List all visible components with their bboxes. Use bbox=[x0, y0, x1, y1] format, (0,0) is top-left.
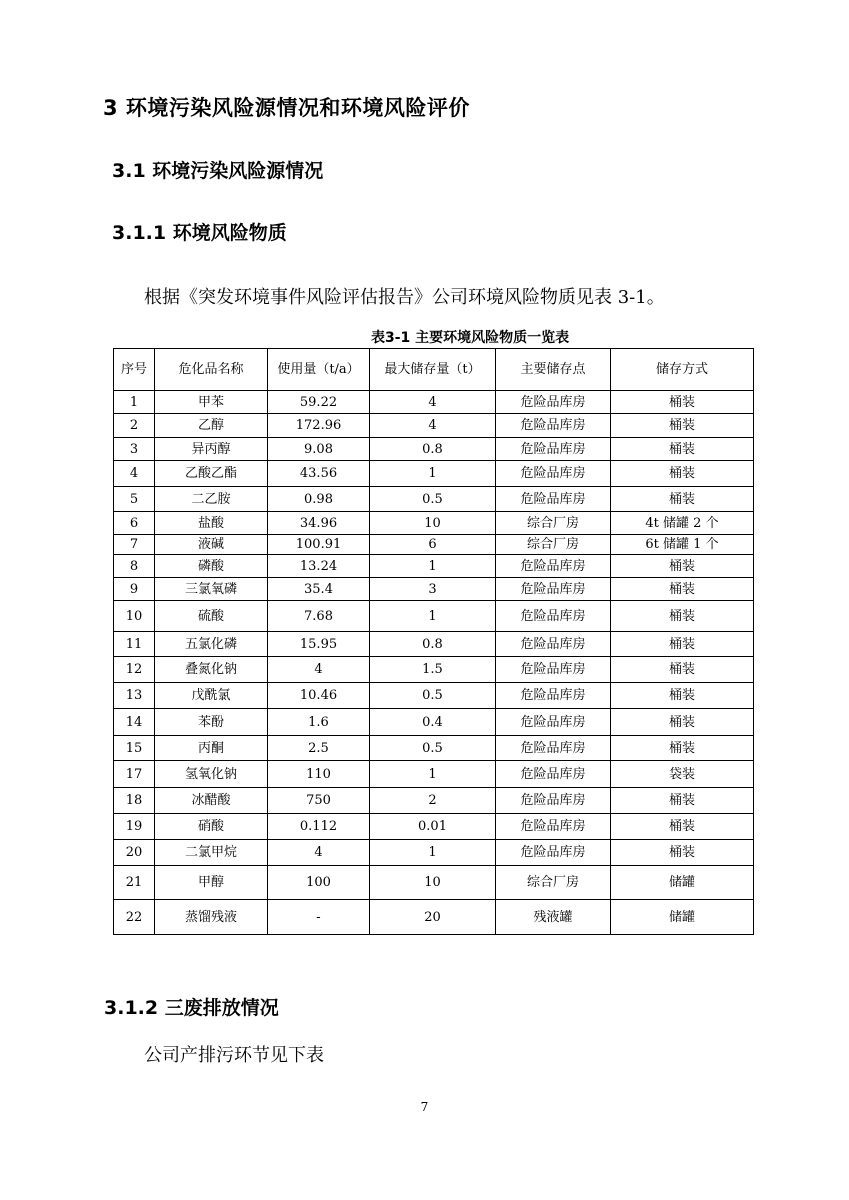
table-cell: 硝酸 bbox=[155, 814, 268, 840]
table-cell: 综合厂房 bbox=[496, 512, 611, 535]
outro-paragraph: 公司产排污环节见下表 bbox=[144, 1045, 324, 1066]
table-cell: 危险品库房 bbox=[496, 814, 611, 840]
table-cell: 0.112 bbox=[268, 814, 370, 840]
section-heading-3-1-2: 3.1.2 三废排放情况 bbox=[104, 997, 279, 1019]
table-cell: 21 bbox=[114, 866, 155, 900]
header-cell: 序号 bbox=[114, 349, 155, 391]
table-cell: 10.46 bbox=[268, 683, 370, 709]
table-row bbox=[114, 414, 754, 438]
table-cell: 9.08 bbox=[268, 438, 370, 461]
table-row bbox=[114, 709, 754, 736]
table-cell: 危险品库房 bbox=[496, 438, 611, 461]
table-row bbox=[114, 632, 754, 657]
table-cell: 桶装 bbox=[611, 461, 754, 487]
table-cell: 35.4 bbox=[268, 578, 370, 601]
table-cell: 1 bbox=[370, 461, 496, 487]
table-cell: 桶装 bbox=[611, 555, 754, 578]
table-cell: 0.8 bbox=[370, 438, 496, 461]
header-cell: 储存方式 bbox=[611, 349, 754, 391]
table-cell: 20 bbox=[114, 840, 155, 866]
table-cell: 1 bbox=[370, 761, 496, 788]
table-cell: 1.6 bbox=[268, 709, 370, 736]
table-row bbox=[114, 761, 754, 788]
table-cell: 桶装 bbox=[611, 657, 754, 683]
table-cell: 15 bbox=[114, 736, 155, 761]
table-cell: 100.91 bbox=[268, 535, 370, 555]
table-cell: 3 bbox=[370, 578, 496, 601]
risk-substances-table bbox=[113, 348, 754, 935]
table-cell: 9 bbox=[114, 578, 155, 601]
table-cell: 戊酰氯 bbox=[155, 683, 268, 709]
table-cell: 8 bbox=[114, 555, 155, 578]
table-row bbox=[114, 391, 754, 414]
table-cell: 异丙醇 bbox=[155, 438, 268, 461]
table-cell: 4 bbox=[268, 840, 370, 866]
table-cell: 7.68 bbox=[268, 601, 370, 632]
table-cell: 氢氧化钠 bbox=[155, 761, 268, 788]
table-row bbox=[114, 555, 754, 578]
table-cell: 苯酚 bbox=[155, 709, 268, 736]
table-cell: 19 bbox=[114, 814, 155, 840]
table-cell: 100 bbox=[268, 866, 370, 900]
table-cell: 乙醇 bbox=[155, 414, 268, 438]
table-cell: 桶装 bbox=[611, 632, 754, 657]
table-cell: 蒸馏残液 bbox=[155, 900, 268, 935]
table-cell: 危险品库房 bbox=[496, 487, 611, 512]
intro-paragraph: 根据《突发环境事件风险评估报告》公司环境风险物质见表 3-1。 bbox=[144, 287, 665, 308]
table-row bbox=[114, 840, 754, 866]
table-cell: 桶装 bbox=[611, 683, 754, 709]
table-row bbox=[114, 814, 754, 840]
table-cell: 危险品库房 bbox=[496, 788, 611, 814]
table-cell: 液碱 bbox=[155, 535, 268, 555]
table-cell: 甲醇 bbox=[155, 866, 268, 900]
table-cell: 0.98 bbox=[268, 487, 370, 512]
table-cell: 危险品库房 bbox=[496, 461, 611, 487]
table-cell: 1 bbox=[370, 555, 496, 578]
table-cell: 残液罐 bbox=[496, 900, 611, 935]
table-cell: 储罐 bbox=[611, 866, 754, 900]
header-cell: 最大储存量（t） bbox=[370, 349, 496, 391]
header-cell: 使用量（t/a） bbox=[268, 349, 370, 391]
table-cell: 危险品库房 bbox=[496, 632, 611, 657]
table-row bbox=[114, 461, 754, 487]
table-row bbox=[114, 866, 754, 900]
table-cell: 危险品库房 bbox=[496, 578, 611, 601]
table-row bbox=[114, 736, 754, 761]
table-cell: 15.95 bbox=[268, 632, 370, 657]
table-cell: 11 bbox=[114, 632, 155, 657]
table-cell: 0.5 bbox=[370, 683, 496, 709]
table-cell: 1 bbox=[370, 601, 496, 632]
table-cell: 6 bbox=[114, 512, 155, 535]
table-cell: 危险品库房 bbox=[496, 736, 611, 761]
table-row bbox=[114, 578, 754, 601]
table-cell: 二氯甲烷 bbox=[155, 840, 268, 866]
table-cell: 10 bbox=[370, 866, 496, 900]
table-row bbox=[114, 487, 754, 512]
table-cell: 20 bbox=[370, 900, 496, 935]
table-cell: 18 bbox=[114, 788, 155, 814]
table-cell: 0.5 bbox=[370, 487, 496, 512]
table-cell: 4t 储罐 2 个 bbox=[611, 512, 754, 535]
table-cell: 甲苯 bbox=[155, 391, 268, 414]
table-cell: 桶装 bbox=[611, 814, 754, 840]
table-cell: 1 bbox=[114, 391, 155, 414]
table-cell: 二乙胺 bbox=[155, 487, 268, 512]
table-cell: 22 bbox=[114, 900, 155, 935]
table-cell: 桶装 bbox=[611, 438, 754, 461]
table-cell: 43.56 bbox=[268, 461, 370, 487]
table-cell: 10 bbox=[370, 512, 496, 535]
table-row bbox=[114, 900, 754, 935]
table-cell: 0.01 bbox=[370, 814, 496, 840]
table-cell: 综合厂房 bbox=[496, 535, 611, 555]
section-heading-3-1: 3.1 环境污染风险源情况 bbox=[112, 160, 324, 182]
table-cell: 750 bbox=[268, 788, 370, 814]
table-cell: 14 bbox=[114, 709, 155, 736]
table-caption: 表3-1 主要环境风险物质一览表 bbox=[371, 330, 570, 346]
table-cell: 34.96 bbox=[268, 512, 370, 535]
header-cell: 危化品名称 bbox=[155, 349, 268, 391]
table-cell: 172.96 bbox=[268, 414, 370, 438]
table-cell: 三氯氧磷 bbox=[155, 578, 268, 601]
table-cell: 储罐 bbox=[611, 900, 754, 935]
table-cell: 危险品库房 bbox=[496, 761, 611, 788]
table-cell: 桶装 bbox=[611, 391, 754, 414]
table-cell: 17 bbox=[114, 761, 155, 788]
table-row bbox=[114, 788, 754, 814]
table-cell: 7 bbox=[114, 535, 155, 555]
table-row bbox=[114, 512, 754, 535]
table-cell: 盐酸 bbox=[155, 512, 268, 535]
table-cell: 丙酮 bbox=[155, 736, 268, 761]
table-cell: 桶装 bbox=[611, 487, 754, 512]
table-cell: 叠氮化钠 bbox=[155, 657, 268, 683]
table-cell: 乙酸乙酯 bbox=[155, 461, 268, 487]
table-cell: 硫酸 bbox=[155, 601, 268, 632]
table-cell: 危险品库房 bbox=[496, 657, 611, 683]
table-cell: 危险品库房 bbox=[496, 414, 611, 438]
table-cell: 4 bbox=[370, 391, 496, 414]
table-cell: 桶装 bbox=[611, 414, 754, 438]
table-cell: 110 bbox=[268, 761, 370, 788]
table-cell: 2.5 bbox=[268, 736, 370, 761]
table-cell: 5 bbox=[114, 487, 155, 512]
table-cell: 4 bbox=[370, 414, 496, 438]
table-header-row bbox=[114, 349, 754, 391]
table-row bbox=[114, 535, 754, 555]
table-cell: 危险品库房 bbox=[496, 391, 611, 414]
table-cell: 1.5 bbox=[370, 657, 496, 683]
table-cell: 危险品库房 bbox=[496, 840, 611, 866]
table-cell: 桶装 bbox=[611, 578, 754, 601]
table-cell: 1 bbox=[370, 840, 496, 866]
table-cell: 0.4 bbox=[370, 709, 496, 736]
table-cell: 桶装 bbox=[611, 709, 754, 736]
table-row bbox=[114, 438, 754, 461]
table-row bbox=[114, 657, 754, 683]
table-cell: 2 bbox=[114, 414, 155, 438]
table-cell: 13 bbox=[114, 683, 155, 709]
page-number: 7 bbox=[420, 1100, 429, 1114]
table-cell: 0.5 bbox=[370, 736, 496, 761]
table-cell: 磷酸 bbox=[155, 555, 268, 578]
table-row bbox=[114, 683, 754, 709]
table-cell: 冰醋酸 bbox=[155, 788, 268, 814]
table-cell: 桶装 bbox=[611, 840, 754, 866]
table-cell: 4 bbox=[268, 657, 370, 683]
table-cell: 危险品库房 bbox=[496, 683, 611, 709]
table-cell: 危险品库房 bbox=[496, 555, 611, 578]
table-cell: 桶装 bbox=[611, 788, 754, 814]
table-row bbox=[114, 601, 754, 632]
table-cell: 五氯化磷 bbox=[155, 632, 268, 657]
table-cell: 6 bbox=[370, 535, 496, 555]
table-cell: 0.8 bbox=[370, 632, 496, 657]
section-heading-3-1-1: 3.1.1 环境风险物质 bbox=[112, 222, 287, 244]
table-cell: 桶装 bbox=[611, 736, 754, 761]
table-cell: 2 bbox=[370, 788, 496, 814]
table-cell: 危险品库房 bbox=[496, 709, 611, 736]
table-cell: 6t 储罐 1 个 bbox=[611, 535, 754, 555]
table-cell: - bbox=[268, 900, 370, 935]
header-cell: 主要储存点 bbox=[496, 349, 611, 391]
table-cell: 袋装 bbox=[611, 761, 754, 788]
table-cell: 危险品库房 bbox=[496, 601, 611, 632]
table-body bbox=[114, 391, 754, 935]
table-cell: 59.22 bbox=[268, 391, 370, 414]
table-cell: 12 bbox=[114, 657, 155, 683]
table-cell: 3 bbox=[114, 438, 155, 461]
table-cell: 13.24 bbox=[268, 555, 370, 578]
table-cell: 综合厂房 bbox=[496, 866, 611, 900]
table-cell: 10 bbox=[114, 601, 155, 632]
table-cell: 桶装 bbox=[611, 601, 754, 632]
table-cell: 4 bbox=[114, 461, 155, 487]
section-heading-3: 3 环境污染风险源情况和环境风险评价 bbox=[103, 96, 470, 120]
